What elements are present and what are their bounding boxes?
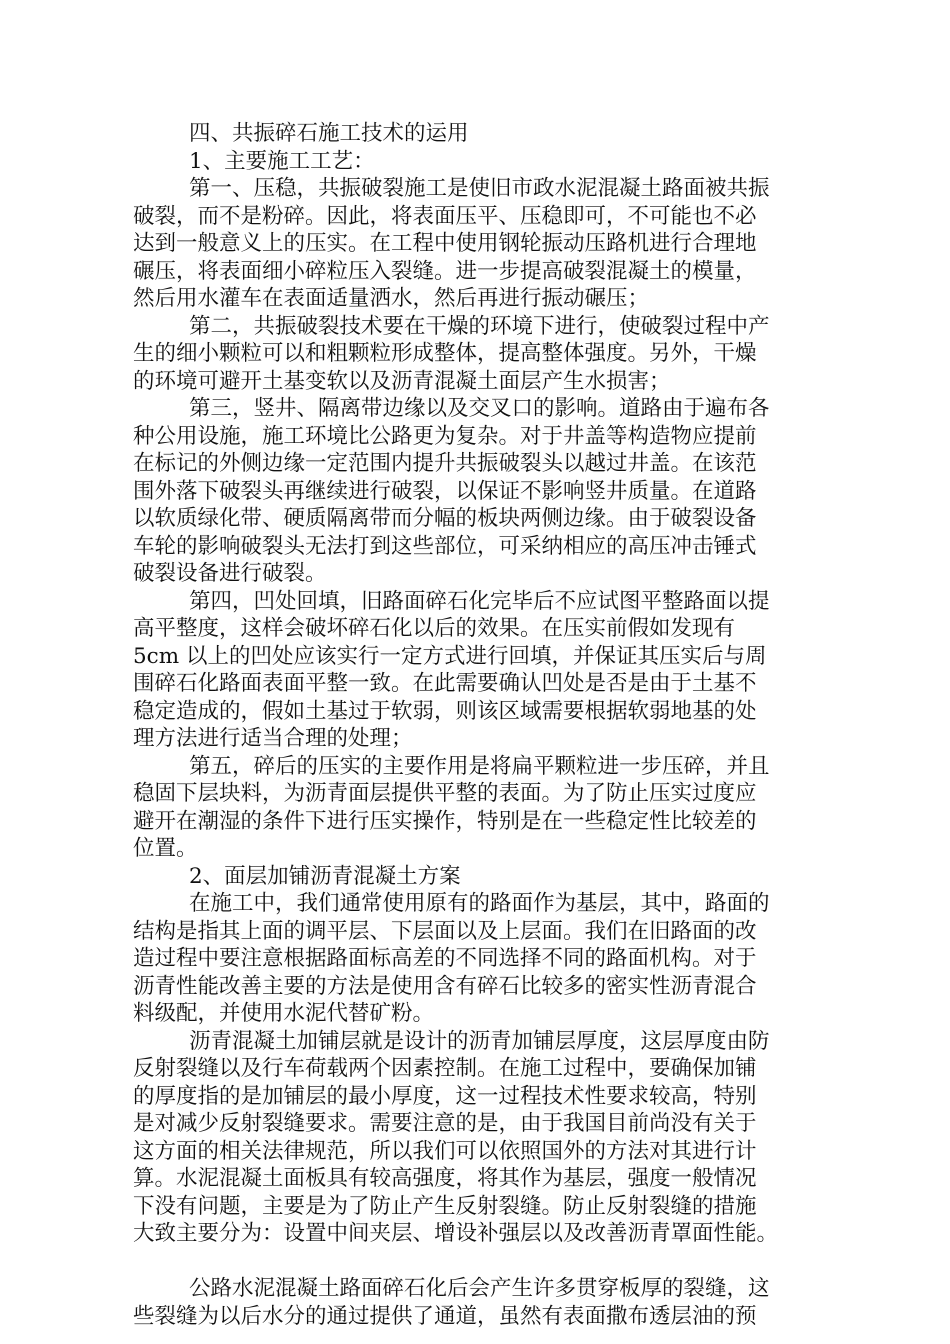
text-line: 位置。 — [133, 836, 198, 861]
text-line: 第二，共振破裂技术要在干燥的环境下进行，使破裂过程中产 — [189, 313, 770, 339]
text-line: 围外落下破裂头再继续进行破裂，以保证不影响竖井质量。在道路 — [133, 478, 757, 504]
text-line: 第五，碎后的压实的主要作用是将扁平颗粒进一步压碎，并且 — [189, 753, 770, 779]
text-line: 高平整度，这样会破坏碎石化以后的效果。在压实前假如发现有 — [133, 616, 736, 641]
text-line: 达到一般意义上的压实。在工程中使用钢轮振动压路机进行合理地 — [133, 231, 757, 256]
text-line: 的厚度指的是加铺层的最小厚度，这一过程技术性要求较高，特别 — [133, 1083, 757, 1109]
text-line: 理方法进行适当合理的处理； — [133, 726, 413, 751]
text-line: 第四，凹处回填，旧路面碎石化完毕后不应试图平整路面以提 — [189, 588, 770, 614]
text-line: 车轮的影响破裂头无法打到这些部位，可采纳相应的高压冲击锤式 — [133, 533, 757, 559]
text-line: 种公用设施，施工环境比公路更为复杂。对于井盖等构造物应提前 — [133, 423, 757, 449]
text-line: 然后用水灌车在表面适量洒水，然后再进行振动碾压； — [133, 286, 650, 311]
text-line: 稳定造成的，假如土基过于软弱，则该区域需要根据软弱地基的处 — [133, 698, 757, 724]
text-line: 大致主要分为：设置中间夹层、增设补强层以及改善沥青罩面性能。 — [133, 1221, 779, 1246]
text-line: 破裂，而不是粉碎。因此，将表面压平、压稳即可，不可能也不必 — [133, 203, 757, 229]
text-line: 反射裂缝以及行车荷载两个因素控制。在施工过程中，要确保加铺 — [133, 1056, 757, 1081]
text-line: 生的细小颗粒可以和粗颗粒形成整体，提高整体强度。另外，干燥 — [133, 341, 757, 366]
text-line: 公路水泥混凝土路面碎石化后会产生许多贯穿板厚的裂缝，这 — [189, 1276, 770, 1301]
text-line: 5cm 以上的凹处应该实行一定方式进行回填，并保证其压实后与周 — [133, 643, 767, 669]
text-line: 第三，竖井、隔离带边缘以及交叉口的影响。道路由于遍布各 — [189, 396, 770, 421]
text-line: 2、面层加铺沥青混凝土方案 — [189, 863, 461, 889]
text-line: 避开在潮湿的条件下进行压实操作，特别是在一些稳定性比较差的 — [133, 808, 757, 834]
text-line: 以软质绿化带、硬质隔离带而分幅的板块两侧边缘。由于破裂设备 — [133, 506, 757, 531]
text-line: 些裂缝为以后水分的通过提供了通道，虽然有表面撒布透层油的预 — [133, 1303, 757, 1329]
text-line: 1、主要施工工艺： — [189, 148, 375, 174]
text-line: 是对减少反射裂缝要求。需要注意的是，由于我国目前尚没有关于 — [133, 1111, 757, 1136]
text-line: 碾压，将表面细小碎粒压入裂缝。进一步提高破裂混凝土的模量， — [133, 258, 757, 284]
text-line: 在标记的外侧边缘一定范围内提升共振破裂头以越过井盖。在该范 — [133, 451, 757, 476]
text-line: 结构是指其上面的调平层、下层面以及上层面。我们在旧路面的改 — [133, 918, 757, 944]
text-line: 这方面的相关法律规范，所以我们可以依照国外的方法对其进行计 — [133, 1138, 757, 1164]
blank-line — [133, 1248, 813, 1276]
text-line: 沥青性能改善主要的方法是使用含有碎石比较多的密实性沥青混合 — [133, 973, 757, 999]
text-line: 在施工中，我们通常使用原有的路面作为基层，其中，路面的 — [189, 891, 770, 916]
text-line: 破裂设备进行破裂。 — [133, 561, 327, 586]
document-body — [133, 120, 813, 1330]
text-line: 围碎石化路面表面平整一致。在此需要确认凹处是否是由于土基不 — [133, 671, 757, 696]
text-line: 四、共振碎石施工技术的运用 — [189, 121, 469, 146]
text-line: 下没有问题，主要是为了防止产生反射裂缝。防止反射裂缝的措施 — [133, 1193, 757, 1219]
text-line: 第一、压稳，共振破裂施工是使旧市政水泥混凝土路面被共振 — [189, 176, 770, 201]
text-line: 稳固下层块料，为沥青面层提供平整的表面。为了防止压实过度应 — [133, 781, 757, 806]
text-line: 造过程中要注意根据路面标高差的不同选择不同的路面机构。对于 — [133, 946, 757, 971]
text-line: 沥青混凝土加铺层就是设计的沥青加铺层厚度，这层厚度由防 — [189, 1028, 770, 1054]
text-line: 料级配，并使用水泥代替矿粉。 — [133, 1001, 435, 1026]
text-line: 的环境可避开土基变软以及沥青混凝土面层产生水损害； — [133, 368, 671, 394]
text-line: 算。水泥混凝土面板具有较高强度，将其作为基层，强度一般情况 — [133, 1166, 757, 1191]
